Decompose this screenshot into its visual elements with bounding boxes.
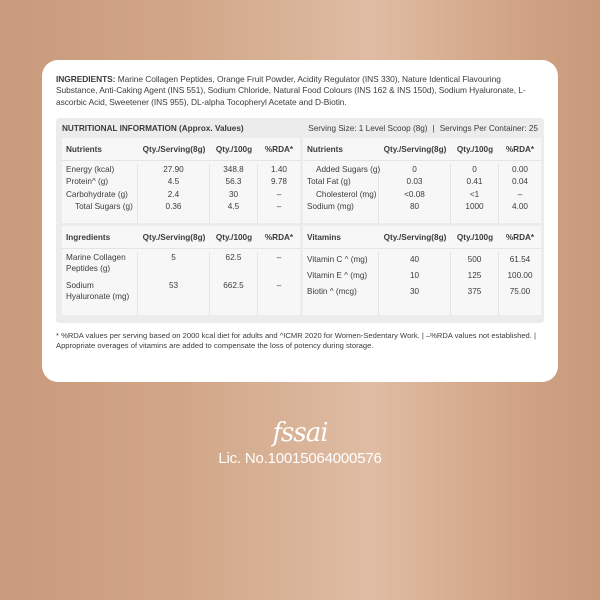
qty-per-serving: 80 [409, 201, 420, 211]
nutrition-title: NUTRITIONAL INFORMATION (Approx. Values) [62, 123, 244, 133]
rda-percent: – [276, 253, 282, 263]
qty-per-serving: 10 [409, 271, 420, 281]
qty-per-100g: 56.3 [225, 177, 242, 187]
fssai-logo: fssai [272, 418, 328, 448]
row-label-column [303, 164, 379, 223]
qty-per-100g-column [210, 252, 258, 315]
row-label-column [62, 164, 138, 223]
qty-per-100g: 62.5 [225, 253, 242, 263]
row-label: Added Sugars (g) [316, 165, 381, 175]
qty-per-serving-column [379, 252, 451, 315]
qty-per-serving: 0.36 [165, 201, 182, 211]
rda-percent: 4.00 [512, 201, 528, 211]
row-label: Cholesterol (mg) [316, 189, 377, 199]
rda-percent: 0.00 [512, 165, 528, 175]
qty-per-serving: 4.5 [167, 177, 180, 187]
table-body [303, 161, 541, 223]
row-label: Vitamin E ^ (mg) [307, 271, 368, 281]
serving-size: Serving Size: 1 Level Scoop (8g) [308, 123, 428, 133]
rda-percent-column [258, 164, 300, 223]
table-header-row [62, 226, 300, 249]
table-header-row [62, 138, 300, 161]
row-label: Marine Collagen Peptides (g) [66, 253, 126, 274]
rda-percent-column [258, 252, 300, 315]
rda-percent: 75.00 [509, 287, 531, 297]
table-body [62, 249, 300, 315]
servings-per-container: Servings Per Container: 25 [439, 123, 538, 133]
row-label: Total Sugars (g) [75, 201, 133, 211]
header-qty-serving: Qty./Serving(8g) [383, 232, 447, 242]
qty-per-serving: 0 [412, 165, 417, 175]
qty-per-100g-column [210, 164, 258, 223]
qty-per-100g: 30 [228, 189, 239, 199]
nutrition-grid [62, 138, 538, 315]
qty-per-serving: 5 [171, 253, 176, 263]
row-label: Sodium Hyaluronate (mg) [66, 281, 130, 302]
rda-percent: 100.00 [507, 271, 533, 281]
qty-per-100g-column [451, 252, 499, 315]
row-label: Total Fat (g) [307, 177, 351, 187]
ingredients-list: Marine Collagen Peptides, Orange Fruit Powder, Acidity Regulator (INS 330), Nature Identical Flavouring Substance, Anti-Caking Agent (INS 551), Sodium Chloride, Natural Food Colours (INS 162 & INS 150d), Sodium Hyaluronate, L-ascorbic Acid, Sweetener (INS 955), DL-alpha Tocopheryl Acetate and D-Biotin. [56, 74, 526, 107]
fssai-license-number: Lic. No.10015064000576 [218, 450, 382, 467]
rda-percent: 61.54 [509, 255, 531, 265]
qty-per-serving: 27.90 [163, 165, 184, 175]
qty-per-100g: 1000 [465, 201, 484, 211]
qty-per-serving: 40 [409, 255, 420, 265]
header-rda: %RDA* [505, 144, 535, 154]
qty-per-serving: 0.03 [406, 177, 423, 187]
header-label: Vitamins [307, 232, 341, 242]
ingredients-table [62, 226, 300, 315]
rda-percent-column [499, 252, 541, 315]
header-label: Nutrients [307, 144, 343, 154]
qty-per-100g: 500 [467, 255, 482, 265]
serving-info [308, 124, 538, 133]
product-label-card [42, 60, 558, 382]
table-body [62, 161, 300, 223]
row-label: Vitamin C ^ (mg) [307, 255, 368, 265]
qty-per-serving-column [138, 164, 210, 223]
rda-percent: 1.40 [271, 165, 287, 175]
row-label: Sodium (mg) [307, 201, 354, 211]
qty-per-100g: 125 [467, 271, 482, 281]
header-rda: %RDA* [264, 232, 294, 242]
qty-per-100g: <1 [469, 189, 480, 199]
qty-per-serving-column [138, 252, 210, 315]
header-qty-serving: Qty./Serving(8g) [142, 144, 206, 154]
table-header-row [303, 138, 541, 161]
nutrition-panel [56, 118, 544, 323]
header-qty-100g: Qty./100g [215, 144, 253, 154]
ingredients-text [56, 74, 544, 108]
row-label: Protein^ (g) [66, 177, 109, 187]
rda-footnote: * %RDA values per serving based on 2000 kcal diet for adults and ^ICMR 2020 for Women-Sedentary Work. | –%RDA values not established. | Appropriate overages of vitamins are added to compensate the loss of potency during storage. [56, 331, 536, 351]
rda-percent: – [276, 281, 282, 291]
qty-per-100g: 662.5 [223, 281, 244, 291]
rda-percent: – [276, 189, 282, 199]
header-label: Nutrients [66, 144, 102, 154]
vitamins-table [303, 226, 541, 315]
qty-per-100g: 0.41 [466, 177, 483, 187]
header-rda: %RDA* [264, 144, 294, 154]
qty-per-serving: <0.08 [404, 189, 425, 199]
qty-per-serving-column [379, 164, 451, 223]
row-label: Biotin ^ (mcg) [307, 287, 357, 297]
qty-per-100g: 375 [467, 287, 482, 297]
header-qty-100g: Qty./100g [215, 232, 253, 242]
rda-percent: – [517, 189, 523, 199]
row-label: Energy (kcal) [66, 165, 115, 175]
qty-per-100g: 348.8 [223, 165, 244, 175]
table-header-row [303, 226, 541, 249]
qty-per-100g: 4.5 [227, 201, 240, 211]
table-body [303, 249, 541, 315]
nutrients-table-right [303, 138, 541, 223]
rda-percent: 0.04 [512, 177, 528, 187]
header-qty-100g: Qty./100g [456, 144, 494, 154]
serving-separator: | [432, 123, 435, 133]
nutrition-header [62, 118, 538, 138]
qty-per-100g-column [451, 164, 499, 223]
rda-percent: – [276, 201, 282, 211]
row-label: Carbohydrate (g) [66, 189, 128, 199]
header-qty-serving: Qty./Serving(8g) [383, 144, 447, 154]
rda-percent-column [499, 164, 541, 223]
row-label-column [303, 252, 379, 315]
header-rda: %RDA* [505, 232, 535, 242]
qty-per-serving: 53 [168, 281, 179, 291]
ingredients-heading: INGREDIENTS: [56, 74, 116, 84]
header-qty-100g: Qty./100g [456, 232, 494, 242]
rda-percent: 9.78 [271, 177, 287, 187]
header-label: Ingredients [66, 232, 111, 242]
header-qty-serving: Qty./Serving(8g) [142, 232, 206, 242]
fssai-block [0, 418, 600, 467]
qty-per-100g: 0 [472, 165, 477, 175]
row-label-column [62, 252, 138, 315]
qty-per-serving: 2.4 [167, 189, 180, 199]
nutrients-table-left [62, 138, 300, 223]
qty-per-serving: 30 [409, 287, 420, 297]
